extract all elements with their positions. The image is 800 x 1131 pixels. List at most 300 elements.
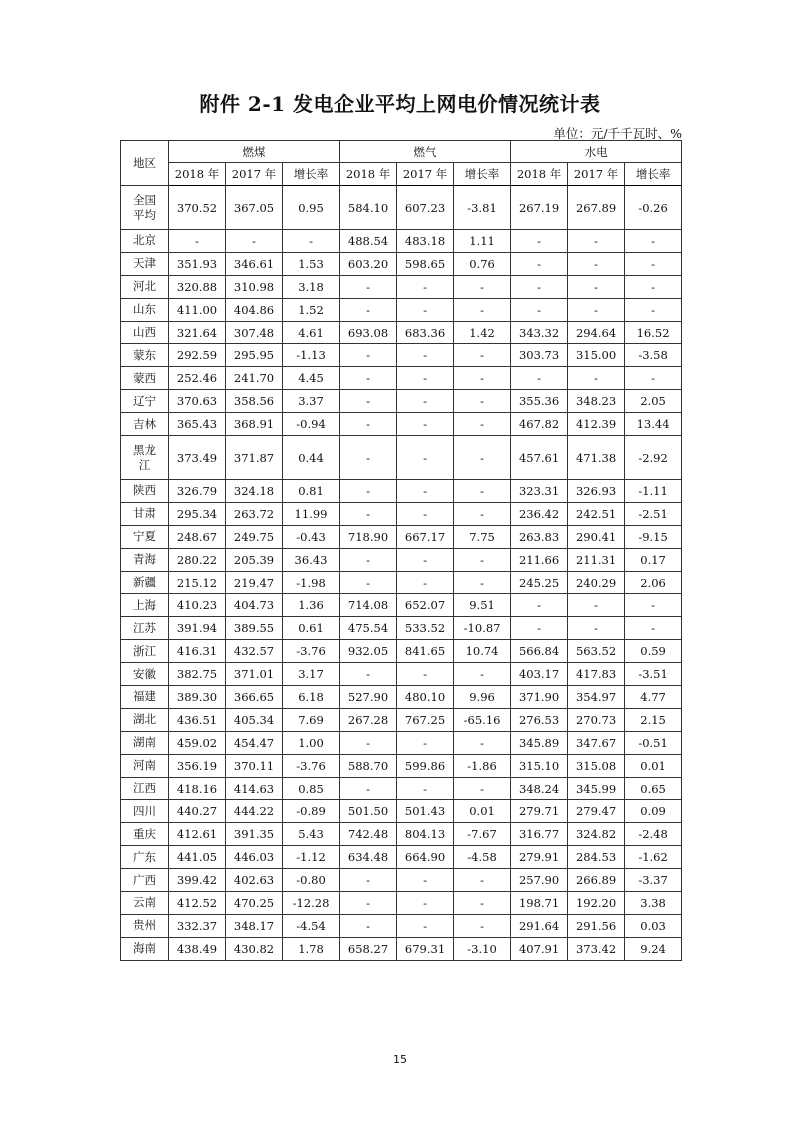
table-cell: 501.50	[340, 800, 397, 823]
table-cell: 475.54	[340, 617, 397, 640]
table-cell: -65.16	[454, 708, 511, 731]
table-cell: -	[397, 502, 454, 525]
table-cell: -	[568, 617, 625, 640]
table-cell: 407.91	[511, 937, 568, 960]
table-header	[121, 141, 682, 186]
table-cell: -	[454, 480, 511, 503]
table-cell: -	[625, 594, 682, 617]
table-cell: 483.18	[397, 230, 454, 253]
table-cell: 9.51	[454, 594, 511, 617]
table-row	[121, 436, 682, 480]
table-cell: 315.10	[511, 754, 568, 777]
table-cell: 718.90	[340, 525, 397, 548]
table-cell: -	[625, 252, 682, 275]
table-row	[121, 480, 682, 503]
table-row	[121, 298, 682, 321]
table-cell: 270.73	[568, 708, 625, 731]
table-cell: -1.86	[454, 754, 511, 777]
table-cell: 405.34	[226, 708, 283, 731]
table-cell: -3.51	[625, 663, 682, 686]
table-row	[121, 823, 682, 846]
table-cell: -	[454, 892, 511, 915]
table-cell: 467.82	[511, 413, 568, 436]
region-name: 浙江	[121, 640, 169, 663]
table-cell: 267.89	[568, 186, 625, 230]
region-name: 宁夏	[121, 525, 169, 548]
table-cell: 348.23	[568, 390, 625, 413]
table-cell: 634.48	[340, 846, 397, 869]
header-group-gas: 燃气	[340, 141, 511, 163]
table-cell: 440.27	[169, 800, 226, 823]
table-cell: -3.76	[283, 640, 340, 663]
table-row	[121, 230, 682, 253]
table-cell: 446.03	[226, 846, 283, 869]
table-row	[121, 640, 682, 663]
table-cell: 2.06	[625, 571, 682, 594]
table-cell: 211.31	[568, 548, 625, 571]
table-cell: 368.91	[226, 413, 283, 436]
table-cell: -1.11	[625, 480, 682, 503]
table-cell: 1.42	[454, 321, 511, 344]
table-cell: 598.65	[397, 252, 454, 275]
table-cell: 501.43	[397, 800, 454, 823]
table-cell: 607.23	[397, 186, 454, 230]
region-name: 湖南	[121, 731, 169, 754]
table-cell: 211.66	[511, 548, 568, 571]
table-cell: 599.86	[397, 754, 454, 777]
table-cell: 1.36	[283, 594, 340, 617]
region-name: 山西	[121, 321, 169, 344]
table-cell: 198.71	[511, 892, 568, 915]
table-cell: 652.07	[397, 594, 454, 617]
table-cell: 365.43	[169, 413, 226, 436]
table-cell: 0.65	[625, 777, 682, 800]
table-cell: 4.77	[625, 686, 682, 709]
table-cell: 714.08	[340, 594, 397, 617]
table-cell: -	[397, 367, 454, 390]
region-name: 新疆	[121, 571, 169, 594]
region-name: 湖北	[121, 708, 169, 731]
table-cell: -	[340, 413, 397, 436]
table-cell: 2.15	[625, 708, 682, 731]
table-cell: -4.58	[454, 846, 511, 869]
table-cell: 310.98	[226, 275, 283, 298]
table-cell: -	[511, 594, 568, 617]
table-cell: 399.42	[169, 869, 226, 892]
table-cell: 371.87	[226, 436, 283, 480]
table-cell: 664.90	[397, 846, 454, 869]
region-name: 海南	[121, 937, 169, 960]
table-cell: -	[397, 298, 454, 321]
table-cell: 471.38	[568, 436, 625, 480]
table-cell: -	[397, 663, 454, 686]
table-cell: 345.89	[511, 731, 568, 754]
table-cell: 7.75	[454, 525, 511, 548]
table-cell: -	[340, 480, 397, 503]
table-cell: -1.62	[625, 846, 682, 869]
table-row	[121, 869, 682, 892]
table-cell: 403.17	[511, 663, 568, 686]
region-name: 福建	[121, 686, 169, 709]
table-cell: -2.48	[625, 823, 682, 846]
table-cell: -	[511, 617, 568, 640]
table-cell: 242.51	[568, 502, 625, 525]
header-hydro-2018: 2018 年	[511, 163, 568, 186]
table-cell: -	[511, 367, 568, 390]
table-cell: -	[454, 344, 511, 367]
table-cell: 1.53	[283, 252, 340, 275]
table-cell: 294.64	[568, 321, 625, 344]
table-cell: 249.75	[226, 525, 283, 548]
table-cell: -	[340, 502, 397, 525]
table-cell: -	[397, 275, 454, 298]
table-cell: -1.98	[283, 571, 340, 594]
table-cell: 3.38	[625, 892, 682, 915]
region-name: 蒙西	[121, 367, 169, 390]
page-title: 附件 2-1 发电企业平均上网电价情况统计表	[199, 92, 601, 116]
table-cell: -	[169, 230, 226, 253]
table-cell: -	[625, 617, 682, 640]
table-cell: 373.49	[169, 436, 226, 480]
table-cell: -	[454, 914, 511, 937]
header-gas-2018: 2018 年	[340, 163, 397, 186]
table-cell: -	[625, 367, 682, 390]
table-cell: 11.99	[283, 502, 340, 525]
table-cell: 418.16	[169, 777, 226, 800]
table-cell: 441.05	[169, 846, 226, 869]
table-row	[121, 502, 682, 525]
table-cell: -	[511, 230, 568, 253]
table-cell: -	[397, 777, 454, 800]
table-cell: 323.31	[511, 480, 568, 503]
table-row	[121, 525, 682, 548]
table-cell: -	[340, 892, 397, 915]
table-cell: 307.48	[226, 321, 283, 344]
table-cell: 370.63	[169, 390, 226, 413]
region-name: 四川	[121, 800, 169, 823]
table-cell: 0.76	[454, 252, 511, 275]
table-cell: 3.18	[283, 275, 340, 298]
page-number: 15	[393, 1053, 407, 1066]
table-cell: 0.09	[625, 800, 682, 823]
table-cell: 280.22	[169, 548, 226, 571]
table-cell: -	[454, 367, 511, 390]
table-cell: -	[397, 390, 454, 413]
table-cell: -2.92	[625, 436, 682, 480]
table-cell: -2.51	[625, 502, 682, 525]
table-cell: 588.70	[340, 754, 397, 777]
table-cell: 436.51	[169, 708, 226, 731]
table-cell: -7.67	[454, 823, 511, 846]
table-cell: 367.05	[226, 186, 283, 230]
table-cell: -	[397, 436, 454, 480]
table-cell: 324.82	[568, 823, 625, 846]
table-row	[121, 252, 682, 275]
table-row	[121, 708, 682, 731]
table-cell: -	[340, 869, 397, 892]
table-cell: 804.13	[397, 823, 454, 846]
table-cell: 263.83	[511, 525, 568, 548]
table-cell: -	[397, 571, 454, 594]
table-cell: 1.78	[283, 937, 340, 960]
table-cell: 0.44	[283, 436, 340, 480]
table-cell: 566.84	[511, 640, 568, 663]
table-cell: 205.39	[226, 548, 283, 571]
table-cell: 438.49	[169, 937, 226, 960]
table-cell: 315.08	[568, 754, 625, 777]
table-cell: 4.61	[283, 321, 340, 344]
table-cell: -	[283, 230, 340, 253]
header-coal-2018: 2018 年	[169, 163, 226, 186]
table-row	[121, 731, 682, 754]
table-cell: 295.95	[226, 344, 283, 367]
region-name: 天津	[121, 252, 169, 275]
table-row	[121, 275, 682, 298]
table-cell: 1.52	[283, 298, 340, 321]
table-cell: 279.71	[511, 800, 568, 823]
table-row	[121, 754, 682, 777]
table-cell: -	[454, 571, 511, 594]
table-cell: 0.01	[454, 800, 511, 823]
table-cell: -	[226, 230, 283, 253]
table-cell: -	[454, 663, 511, 686]
table-cell: 347.67	[568, 731, 625, 754]
table-cell: 430.82	[226, 937, 283, 960]
region-name: 安徽	[121, 663, 169, 686]
table-cell: -4.54	[283, 914, 340, 937]
table-cell: 767.25	[397, 708, 454, 731]
table-cell: -	[568, 298, 625, 321]
region-name: 黑龙 江	[121, 436, 169, 480]
table-cell: 417.83	[568, 663, 625, 686]
region-name: 上海	[121, 594, 169, 617]
table-cell: 470.25	[226, 892, 283, 915]
table-cell: 0.03	[625, 914, 682, 937]
price-table	[120, 140, 682, 961]
region-name: 蒙东	[121, 344, 169, 367]
table-cell: 326.79	[169, 480, 226, 503]
table-cell: 4.45	[283, 367, 340, 390]
table-cell: 252.46	[169, 367, 226, 390]
table-cell: -9.15	[625, 525, 682, 548]
table-cell: 324.18	[226, 480, 283, 503]
table-cell: 13.44	[625, 413, 682, 436]
table-cell: -3.81	[454, 186, 511, 230]
region-name: 云南	[121, 892, 169, 915]
table-cell: -	[340, 275, 397, 298]
table-cell: 370.11	[226, 754, 283, 777]
table-cell: 343.32	[511, 321, 568, 344]
table-cell: 371.01	[226, 663, 283, 686]
table-cell: 351.93	[169, 252, 226, 275]
table-cell: 245.25	[511, 571, 568, 594]
region-name: 青海	[121, 548, 169, 571]
table-cell: -	[397, 548, 454, 571]
table-row	[121, 663, 682, 686]
table-cell: 414.63	[226, 777, 283, 800]
table-cell: -	[397, 731, 454, 754]
table-cell: 16.52	[625, 321, 682, 344]
table-cell: 370.52	[169, 186, 226, 230]
table-row	[121, 914, 682, 937]
table-cell: 0.85	[283, 777, 340, 800]
table-cell: 658.27	[340, 937, 397, 960]
table-cell: 320.88	[169, 275, 226, 298]
table-cell: -	[454, 298, 511, 321]
table-cell: -12.28	[283, 892, 340, 915]
region-name: 陕西	[121, 480, 169, 503]
table-cell: 0.95	[283, 186, 340, 230]
table-cell: -	[340, 298, 397, 321]
table-cell: -1.12	[283, 846, 340, 869]
table-cell: 303.73	[511, 344, 568, 367]
table-cell: 0.17	[625, 548, 682, 571]
table-row	[121, 892, 682, 915]
table-cell: 679.31	[397, 937, 454, 960]
region-name: 广西	[121, 869, 169, 892]
table-cell: -	[454, 777, 511, 800]
table-cell: 321.64	[169, 321, 226, 344]
table-cell: 1.11	[454, 230, 511, 253]
table-cell: 332.37	[169, 914, 226, 937]
table-cell: 348.24	[511, 777, 568, 800]
table-cell: 290.41	[568, 525, 625, 548]
table-cell: 416.31	[169, 640, 226, 663]
table-cell: 241.70	[226, 367, 283, 390]
table-cell: -10.87	[454, 617, 511, 640]
table-row	[121, 367, 682, 390]
table-cell: 6.18	[283, 686, 340, 709]
table-cell: -	[625, 230, 682, 253]
region-name: 全国 平均	[121, 186, 169, 230]
table-cell: -0.94	[283, 413, 340, 436]
table-cell: 527.90	[340, 686, 397, 709]
table-cell: 603.20	[340, 252, 397, 275]
region-name: 贵州	[121, 914, 169, 937]
table-cell: -0.89	[283, 800, 340, 823]
table-cell: 0.59	[625, 640, 682, 663]
table-cell: -1.13	[283, 344, 340, 367]
table-cell: -	[340, 914, 397, 937]
table-cell: -	[340, 777, 397, 800]
table-row	[121, 390, 682, 413]
header-hydro-growth: 增长率	[625, 163, 682, 186]
table-cell: 382.75	[169, 663, 226, 686]
table-cell: -	[568, 275, 625, 298]
table-cell: 410.23	[169, 594, 226, 617]
table-cell: 584.10	[340, 186, 397, 230]
region-name: 吉林	[121, 413, 169, 436]
table-row	[121, 617, 682, 640]
table-cell: 348.17	[226, 914, 283, 937]
region-name: 江苏	[121, 617, 169, 640]
table-cell: -	[340, 390, 397, 413]
table-cell: 563.52	[568, 640, 625, 663]
table-cell: 346.61	[226, 252, 283, 275]
table-cell: 355.36	[511, 390, 568, 413]
table-cell: -	[340, 344, 397, 367]
table-cell: 411.00	[169, 298, 226, 321]
table-cell: 1.00	[283, 731, 340, 754]
table-cell: -	[454, 413, 511, 436]
table-cell: 444.22	[226, 800, 283, 823]
region-name: 北京	[121, 230, 169, 253]
header-coal-2017: 2017 年	[226, 163, 283, 186]
table-row	[121, 548, 682, 571]
table-cell: 267.19	[511, 186, 568, 230]
table-cell: 5.43	[283, 823, 340, 846]
table-cell: 284.53	[568, 846, 625, 869]
table-cell: 667.17	[397, 525, 454, 548]
header-gas-2017: 2017 年	[397, 163, 454, 186]
table-cell: 316.77	[511, 823, 568, 846]
table-cell: -	[511, 252, 568, 275]
table-cell: 404.73	[226, 594, 283, 617]
region-name: 河南	[121, 754, 169, 777]
table-cell: -	[397, 892, 454, 915]
table-cell: -3.76	[283, 754, 340, 777]
table-cell: -	[511, 298, 568, 321]
region-name: 江西	[121, 777, 169, 800]
unit-note: 单位：元/千千瓦时、%	[553, 126, 682, 141]
header-hydro-2017: 2017 年	[568, 163, 625, 186]
table-cell: 295.34	[169, 502, 226, 525]
table-row	[121, 686, 682, 709]
table-cell: -	[568, 230, 625, 253]
table-cell: -0.26	[625, 186, 682, 230]
table-cell: 192.20	[568, 892, 625, 915]
table-cell: -	[340, 731, 397, 754]
table-cell: -	[454, 502, 511, 525]
table-cell: -	[454, 436, 511, 480]
table-cell: 391.94	[169, 617, 226, 640]
table-cell: -	[568, 594, 625, 617]
table-cell: 292.59	[169, 344, 226, 367]
table-cell: -0.80	[283, 869, 340, 892]
table-cell: 412.61	[169, 823, 226, 846]
table-cell: -0.43	[283, 525, 340, 548]
table-cell: -	[340, 548, 397, 571]
table-cell: -3.58	[625, 344, 682, 367]
table-cell: -	[397, 480, 454, 503]
table-cell: 0.81	[283, 480, 340, 503]
table-row	[121, 186, 682, 230]
table-cell: -	[511, 275, 568, 298]
table-cell: -0.51	[625, 731, 682, 754]
table-cell: 371.90	[511, 686, 568, 709]
table-cell: -	[454, 869, 511, 892]
table-cell: 279.47	[568, 800, 625, 823]
header-coal-growth: 增长率	[283, 163, 340, 186]
table-cell: 412.52	[169, 892, 226, 915]
header-group-coal: 燃煤	[169, 141, 340, 163]
table-cell: 276.53	[511, 708, 568, 731]
table-cell: -	[397, 413, 454, 436]
table-cell: -	[568, 367, 625, 390]
table-row	[121, 344, 682, 367]
table-cell: 459.02	[169, 731, 226, 754]
table-cell: 291.64	[511, 914, 568, 937]
table-cell: 267.28	[340, 708, 397, 731]
table-cell: -	[340, 436, 397, 480]
table-cell: 457.61	[511, 436, 568, 480]
table-cell: 10.74	[454, 640, 511, 663]
table-cell: -	[454, 731, 511, 754]
table-cell: -3.10	[454, 937, 511, 960]
table-cell: 236.42	[511, 502, 568, 525]
table-cell: 9.96	[454, 686, 511, 709]
table-cell: 240.29	[568, 571, 625, 594]
